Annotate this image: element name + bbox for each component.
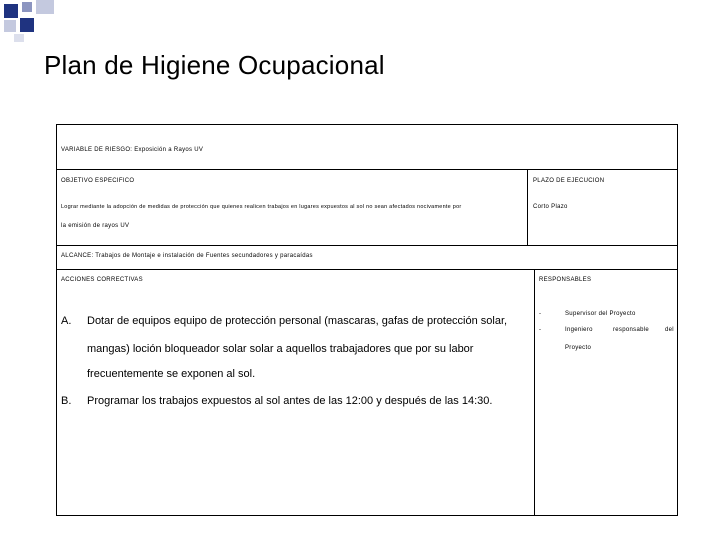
column-divider: [534, 269, 535, 515]
action-b-line1: Programar los trabajos expuestos al sol antes de las 12:00 y después de las 14:30.: [87, 395, 493, 407]
objetivo-header: OBJETIVO ESPECIFICO: [61, 178, 135, 184]
responsable-2-word2: responsable: [613, 327, 649, 333]
plazo-value: Corto Plazo: [533, 204, 568, 210]
row-divider: [57, 245, 677, 246]
responsable-2-word3: del: [665, 327, 674, 333]
responsables-header: RESPONSABLES: [539, 277, 592, 283]
plazo-header: PLAZO DE EJECUCION: [533, 178, 605, 184]
slide-title: Plan de Higiene Ocupacional: [44, 50, 385, 80]
column-divider: [527, 169, 528, 245]
risk-plan-table: [56, 124, 678, 516]
decorative-square-light-2: [4, 20, 16, 32]
action-a-line1: Dotar de equipos equipo de protección personal (mascaras, gafas de protección solar,: [87, 315, 508, 327]
decorative-square-mid-1: [22, 2, 32, 12]
responsable-1: Supervisor del Proyecto: [565, 311, 636, 317]
action-a-line2: mangas) loción bloqueador solar solar a aquellos trabajadores que por su labor: [87, 343, 474, 355]
responsable-2-word1: Ingeniero: [565, 327, 593, 333]
decorative-square-dark-1: [4, 4, 18, 18]
responsable-bullet-2: -: [539, 327, 542, 333]
row-divider: [57, 269, 677, 270]
responsable-bullet-1: -: [539, 311, 542, 317]
action-a-letter: A.: [61, 315, 72, 327]
decorative-square-dark-2: [20, 18, 34, 32]
decorative-square-light-1: [36, 0, 54, 14]
objetivo-text-line2: la emisión de rayos UV: [61, 223, 130, 229]
alcance-label: ALCANCE: Trabajos de Montaje e instalación de Fuentes secundadores y paracaídas: [61, 253, 313, 259]
decorative-square-pale-1: [14, 34, 24, 42]
action-b-letter: B.: [61, 395, 72, 407]
objetivo-text-line1: Lograr mediante la adopción de medidas de protección que quienes realicen trabajos en lugares expuestos al sol no sean afectados nocivamente por: [61, 204, 462, 210]
action-a-line3: frecuentemente se exponen al sol.: [87, 368, 256, 380]
acciones-header: ACCIONES CORRECTIVAS: [61, 277, 143, 283]
row-divider: [57, 169, 677, 170]
responsable-2-line2: Proyecto: [565, 345, 592, 351]
variable-riesgo-label: VARIABLE DE RIESGO: Exposición a Rayos UV: [61, 147, 204, 153]
